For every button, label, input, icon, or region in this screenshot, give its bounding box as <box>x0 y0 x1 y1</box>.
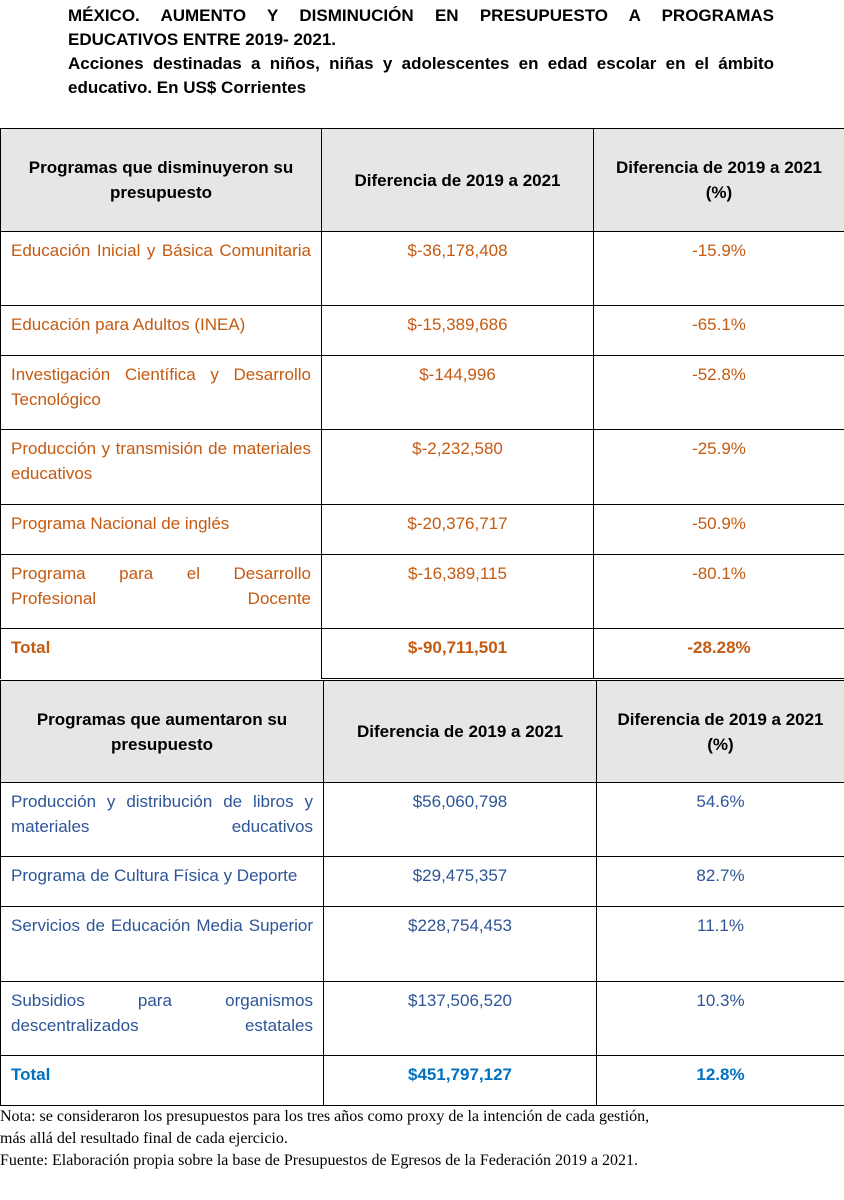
table-row <box>1 306 844 356</box>
program-name: Educación para Adultos (INEA) <box>1 306 322 356</box>
note-line-1: Nota: se consideraron los presupuestos para los tres años como proxy de la intención de cada gestión, <box>0 1108 650 1125</box>
diff-value: $-20,376,717 <box>322 505 594 555</box>
diff-value: $-144,996 <box>322 356 594 430</box>
total-pct: -28.28% <box>594 629 844 679</box>
table-row <box>1 356 844 430</box>
total-diff: $-90,711,501 <box>322 629 594 679</box>
document-title <box>68 4 774 100</box>
program-name: Producción y transmisión de materiales educativos <box>1 430 322 505</box>
decrease-header-pct: Diferencia de 2019 a 2021 (%) <box>594 129 844 232</box>
program-name: Investigación Científica y Desarrollo Tecnológico <box>1 356 322 430</box>
decrease-header-program: Programas que disminuyeron su presupuesto <box>1 129 322 232</box>
pct-value: 11.1% <box>597 907 844 982</box>
increase-table <box>0 680 844 1106</box>
diff-value: $-15,389,686 <box>322 306 594 356</box>
diff-value: $228,754,453 <box>324 907 597 982</box>
program-name: Educación Inicial y Básica Comunitaria <box>1 232 322 306</box>
table-row <box>1 505 844 555</box>
diff-value: $-36,178,408 <box>322 232 594 306</box>
total-pct: 12.8% <box>597 1056 844 1106</box>
pct-value: -80.1% <box>594 555 844 629</box>
increase-header-diff: Diferencia de 2019 a 2021 <box>324 681 597 783</box>
decrease-header-row <box>1 129 844 232</box>
pct-value: -25.9% <box>594 430 844 505</box>
table-row <box>1 982 844 1056</box>
title-line-2: EDUCATIVOS ENTRE 2019- 2021. <box>68 30 336 49</box>
table-row <box>1 783 844 857</box>
table-row <box>1 232 844 306</box>
table-row <box>1 857 844 907</box>
total-diff: $451,797,127 <box>324 1056 597 1106</box>
note-line-2: más allá del resultado final de cada ejercicio. <box>0 1130 288 1147</box>
table-row <box>1 430 844 505</box>
title-line-4: educativo. En US$ Corrientes <box>68 78 307 97</box>
decrease-header-diff: Diferencia de 2019 a 2021 <box>322 129 594 232</box>
increase-header-row <box>1 681 844 783</box>
pct-value: -52.8% <box>594 356 844 430</box>
total-label: Total <box>1 629 322 679</box>
pct-value: 10.3% <box>597 982 844 1056</box>
increase-header-pct: Diferencia de 2019 a 2021 (%) <box>597 681 844 783</box>
total-row <box>1 629 844 679</box>
increase-header-program: Programas que aumentaron su presupuesto <box>1 681 324 783</box>
pct-value: -15.9% <box>594 232 844 306</box>
footnote <box>0 1106 844 1172</box>
total-label: Total <box>1 1056 324 1106</box>
program-name: Servicios de Educación Media Superior <box>1 907 324 982</box>
diff-value: $56,060,798 <box>324 783 597 857</box>
title-line-3: Acciones destinadas a niños, niñas y adolescentes en edad escolar en el ámbito <box>68 54 774 73</box>
pct-value: -65.1% <box>594 306 844 356</box>
diff-value: $-2,232,580 <box>322 430 594 505</box>
program-name: Programa para el Desarrollo Profesional Docente <box>1 555 322 629</box>
program-name: Programa Nacional de inglés <box>1 505 322 555</box>
source-line: Fuente: Elaboración propia sobre la base de Presupuestos de Egresos de la Federación 2019 a 2021. <box>0 1152 639 1169</box>
table-row <box>1 907 844 982</box>
diff-value: $137,506,520 <box>324 982 597 1056</box>
table-row <box>1 555 844 629</box>
program-name: Programa de Cultura Física y Deporte <box>1 857 324 907</box>
title-line-1: MÉXICO. AUMENTO Y DISMINUCIÓN EN PRESUPUESTO A PROGRAMAS <box>68 6 774 25</box>
pct-value: -50.9% <box>594 505 844 555</box>
program-name: Subsidios para organismos descentralizados estatales <box>1 982 324 1056</box>
total-row <box>1 1056 844 1106</box>
pct-value: 54.6% <box>597 783 844 857</box>
diff-value: $29,475,357 <box>324 857 597 907</box>
pct-value: 82.7% <box>597 857 844 907</box>
program-name: Producción y distribución de libros y materiales educativos <box>1 783 324 857</box>
decrease-table <box>0 128 844 679</box>
diff-value: $-16,389,115 <box>322 555 594 629</box>
